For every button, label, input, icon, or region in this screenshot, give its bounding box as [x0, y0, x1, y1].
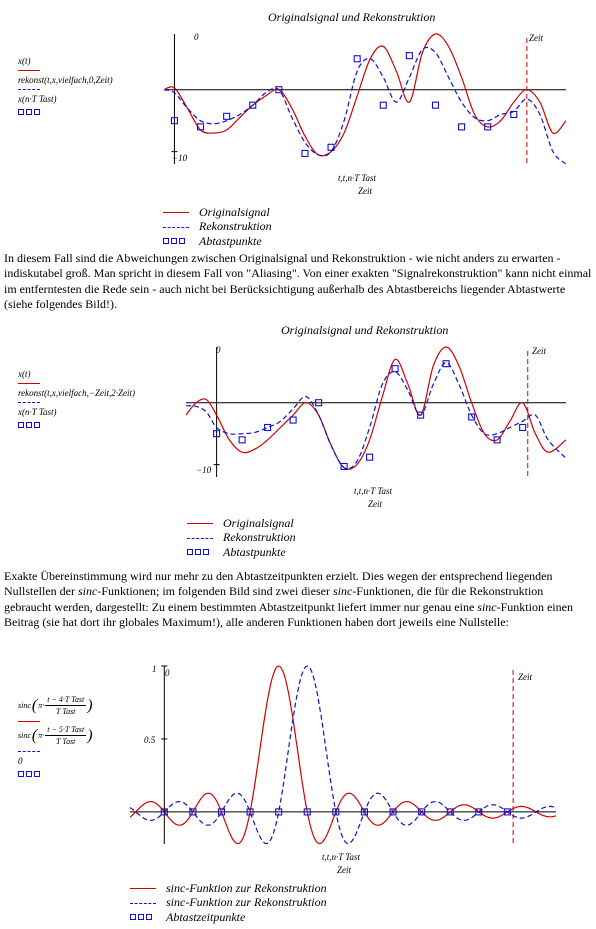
chart2-ylabel-x: x(t) [18, 369, 31, 379]
chart2-xlabel-zeit: Zeit [368, 499, 383, 509]
chart3-legend-abtastzeitpunkte: Abtastzeitpunkte [130, 910, 327, 925]
chart2-legend-original: Originalsignal [187, 516, 296, 531]
series-1-line [130, 666, 556, 844]
chart3-plot [130, 660, 560, 848]
chart1-xlabel: t,t,n·T Tast [338, 173, 377, 183]
sample-point-6 [367, 454, 373, 460]
chart3-zeit-label: Zeit [518, 672, 533, 682]
chart2-plot [186, 341, 570, 483]
chart2-ytick-top: 0 [216, 345, 221, 355]
sample-point-11 [459, 124, 465, 130]
chart2-ylabel-rekonst-line [18, 402, 40, 403]
chart1-ylabel-x: x(t) [18, 56, 31, 66]
sample-point-7 [354, 56, 360, 62]
chart1-legend-abtastpunkte: Abtastpunkte [163, 234, 272, 249]
chart1-zeit-label: Zeit [529, 33, 544, 43]
chart2-title: Originalsignal und Rekonstruktion [281, 323, 449, 337]
sample-point-8 [380, 102, 386, 108]
chart2-ylabel-rekonst: rekonst(t,x,vielfach,−Zeit,2·Zeit) [18, 388, 135, 398]
series-0-line [186, 347, 566, 469]
chart3-ytick-top: 1 [152, 664, 157, 674]
chart2-zeit-label: Zeit [532, 346, 547, 356]
series-0-line [164, 34, 566, 156]
sample-point-12 [520, 424, 526, 430]
chart2-ytick-bottom: −10 [196, 465, 212, 475]
chart1-ylabel-samples: x(n·T Tast) [18, 94, 57, 104]
chart1-plot [160, 28, 570, 170]
chart3-xlabel: t,t,n·T Tast [322, 852, 361, 862]
series-1-line [164, 47, 566, 164]
chart2-ylabels [18, 369, 178, 428]
chart3-ylabels [18, 694, 128, 777]
paragraph-sinc: Exakte Übereinstimmung wird nur mehr zu den Abtastzeitpunkten erzielt. Dies wegen der entsprechend liegenden Nullstellen der sinc-Funktionen; im folgenden Bild sind zwei dieser sinc-Funktionen, die für die Rekonstruktion gebraucht werden, dargestellt: Zu einem bestimmten Abtastzeitpunkt liefert immer nur genau eine sinc-Funktion einen Beitrag (sie hat dort ihr globales Maximum!), alle anderen Funktionen haben dort jeweils eine Nullstelle: [4, 569, 573, 630]
chart1-ylabel-x-line [18, 70, 40, 71]
chart1-title: Originalsignal und Rekonstruktion [268, 10, 436, 24]
chart2-ylabel-samples: x(n·T Tast) [18, 407, 57, 417]
chart1-legend-original: Originalsignal [163, 205, 272, 220]
series-0-line [130, 666, 556, 844]
chart2-legend [187, 516, 296, 560]
chart3-ylabel-zero-markers [18, 771, 128, 777]
chart1-ylabel-rekonst-line [18, 89, 40, 90]
chart2-legend-abtastpunkte: Abtastpunkte [187, 545, 296, 560]
chart3-legend-sinc5: sinc-Funktion zur Rekonstruktion [130, 896, 327, 911]
chart3-ytick-mid: 0.5 [144, 735, 156, 745]
sample-point-5 [302, 150, 308, 156]
chart2-xlabel: t,t,n·T Tast [354, 486, 393, 496]
chart1-ylabel-rekonst: rekonst(t,x,vielfach,0,Zeit) [18, 75, 113, 85]
chart3-ytick-zero-origin: 0 [165, 668, 170, 678]
chart3-legend [130, 881, 327, 925]
sample-point-2 [265, 424, 271, 430]
chart1-ytick-bottom: −10 [172, 153, 188, 163]
paragraph-aliasing: In diesem Fall sind die Abweichungen zwischen Originalsignal und Rekonstruktion - wie nicht anders zu erwarten - indiskutabel groß. Man spricht in diesem Fall von "Aliasing". Von einer exakten "Signalrekonstruktion" kann nicht einmal im entferntesten die Rede sein - auch nicht bei Berücksichtigung außerhalb des Abtastbereichs liegender Abtastwerte (siehe folgendes Bild!). [4, 251, 592, 312]
sample-point-10 [432, 102, 438, 108]
sample-point-1 [239, 437, 245, 443]
chart3-xlabel-zeit: Zeit [337, 865, 352, 875]
chart2-ylabel-samples-markers [18, 422, 178, 428]
sample-point-9 [406, 53, 412, 59]
chart3-ylabel-sinc5: sinc ( π· $\frac{\text{t − 5·T Tast}}{\text{T Tast}}$ ) [18, 725, 93, 746]
chart3-ylabel-sinc5-line [18, 751, 40, 752]
chart2-ylabel-x-line [18, 383, 40, 384]
sample-point-7 [392, 366, 398, 372]
chart1-legend [163, 205, 272, 249]
chart1-ytick-top: 0 [194, 32, 199, 42]
chart3-ylabel-sinc4: sinc ( π· $\frac{\text{t − 4·T Tast}}{\text{T Tast}}$ ) [18, 695, 93, 716]
chart1-ylabels [18, 56, 158, 115]
chart2-legend-rekonstruktion: Rekonstruktion [187, 531, 296, 546]
chart3-ylabel-sinc4-line [18, 721, 40, 722]
chart1-ylabel-samples-markers [18, 109, 158, 115]
chart3-ylabel-zero: 0 [18, 756, 23, 766]
chart3-legend-sinc4: sinc-Funktion zur Rekonstruktion [130, 881, 327, 896]
chart1-xlabel-zeit: Zeit [358, 186, 373, 196]
sample-point-2 [224, 113, 230, 119]
chart1-legend-rekonstruktion: Rekonstruktion [163, 220, 272, 235]
